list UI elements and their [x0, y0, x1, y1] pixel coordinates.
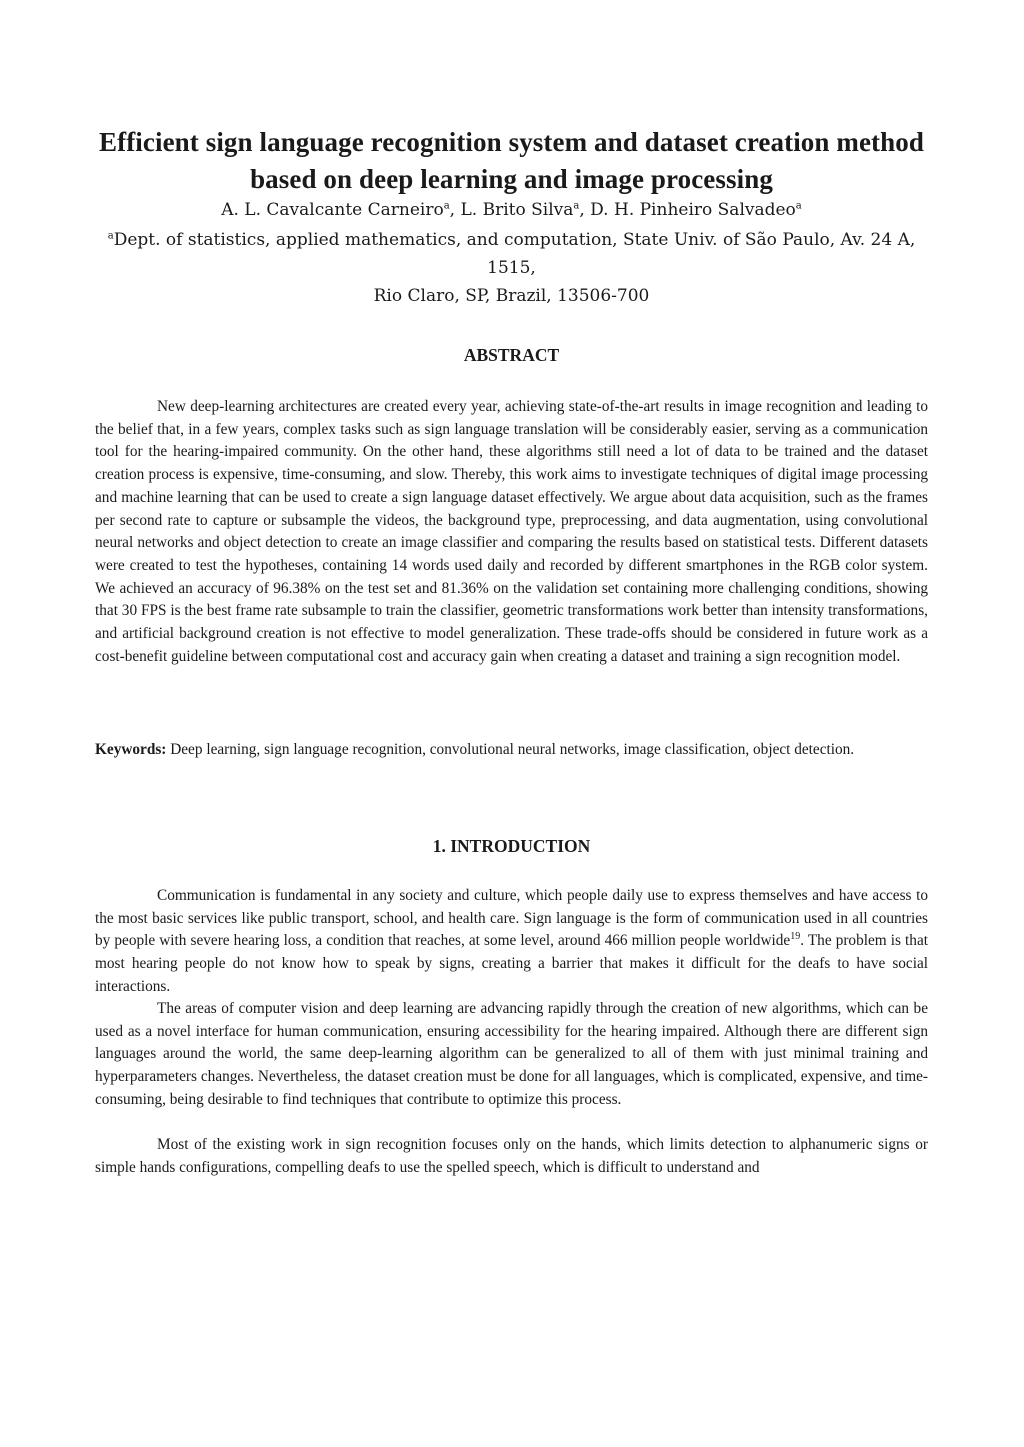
author-name: D. H. Pinheiro Salvadeo: [590, 200, 796, 220]
title-line-1: Efficient sign language recognition system and dataset creation method: [99, 127, 924, 157]
citation-reference: 19: [790, 931, 801, 943]
affiliation-mark: a: [573, 200, 580, 212]
affiliation-line-1: Dept. of statistics, applied mathematics, and computation, State Univ. of São Paulo, Av. 24 A, 1515,: [113, 230, 916, 278]
introduction-paragraph-2: The areas of computer vision and deep learning are advancing rapidly through the creation of new algorithms, which can be used as a novel interface for human communication, ensuring accessibility for the hearing impaired. Although there are different sign languages around the world, the same deep-learning algorithm can be generalized to all of them with just minimal training and hyperparameters changes. Nevertheless, the dataset creation must be done for all languages, which is complicated, expensive, and time-consuming, being desirable to find techniques that contribute to optimize this process.: [95, 1000, 928, 1108]
author-affiliation: [95, 226, 928, 310]
paragraph-text: . The problem is that most hearing people do not know how to speak by signs, creating a barrier that makes it difficult for the deafs to have social interactions.: [95, 932, 928, 995]
affiliation-line-2: Rio Claro, SP, Brazil, 13506-700: [373, 286, 650, 306]
keywords-paragraph: [95, 739, 928, 762]
introduction-paragraph-1: [95, 885, 928, 999]
title-line-2: based on deep learning and image processing: [250, 164, 773, 194]
author-name: L. Brito Silva: [460, 200, 574, 220]
author-name: A. L. Cavalcante Carneiro: [221, 200, 444, 220]
author-list: [95, 198, 928, 222]
affiliation-mark: a: [795, 200, 802, 212]
abstract-body: New deep-learning architectures are created every year, achieving state-of-the-art results in image recognition and leading to the belief that, in a few years, complex tasks such as sign language translation will be considerably easier, serving as a communication tool for the hearing-impaired community. On the other hand, these algorithms still need a lot of data to be trained and the dataset creation process is expensive, time-consuming, and slow. Thereby, this work aims to investigate techniques of digital image processing and machine learning that can be used to create a sign language dataset effectively. We argue about data acquisition, such as the frames per second rate to capture or subsample the videos, the background type, preprocessing, and data augmentation, using convolutional neural networks and object detection to create an image classifier and comparing the results based on statistical tests. Different datasets were created to test the hypotheses, containing 14 words used daily and recorded by different smartphones in the RGB color system. We achieved an accuracy of 96.38% on the test set and 81.36% on the validation set containing more challenging conditions, showing that 30 FPS is the best frame rate subsample to train the classifier, geometric transformations work better than intensity transformations, and artificial background creation is not effective to model generalization. These trade-offs should be considered in future work as a cost-benefit guideline between computational cost and accuracy gain when creating a dataset and training a sign recognition model.: [95, 398, 928, 665]
keywords-label: Keywords:: [95, 741, 167, 758]
affiliation-mark: a: [107, 230, 114, 242]
abstract-heading: ABSTRACT: [463, 345, 560, 365]
introduction-paragraph-3: Most of the existing work in sign recognition focuses only on the hands, which limits detection to alphanumeric signs or simple hands configurations, compelling deafs to use the spelled speech, which is difficult to understand and: [95, 1136, 928, 1176]
keywords-text: Deep learning, sign language recognition, convolutional neural networks, image classification, object detection.: [166, 741, 855, 758]
paper-title: [95, 124, 928, 198]
author-separator: ,: [579, 200, 591, 220]
affiliation-mark: a: [443, 200, 450, 212]
paragraph-text: Communication is fundamental in any society and culture, which people daily use to express themselves and have access to the most basic services like public transport, school, and health care. Sign language is the form of communication used in all countries by people with severe hearing loss, a condition that reaches, at some level, around 466 million people worldwide: [95, 887, 928, 950]
author-separator: ,: [449, 200, 461, 220]
introduction-heading: 1. INTRODUCTION: [432, 836, 591, 856]
